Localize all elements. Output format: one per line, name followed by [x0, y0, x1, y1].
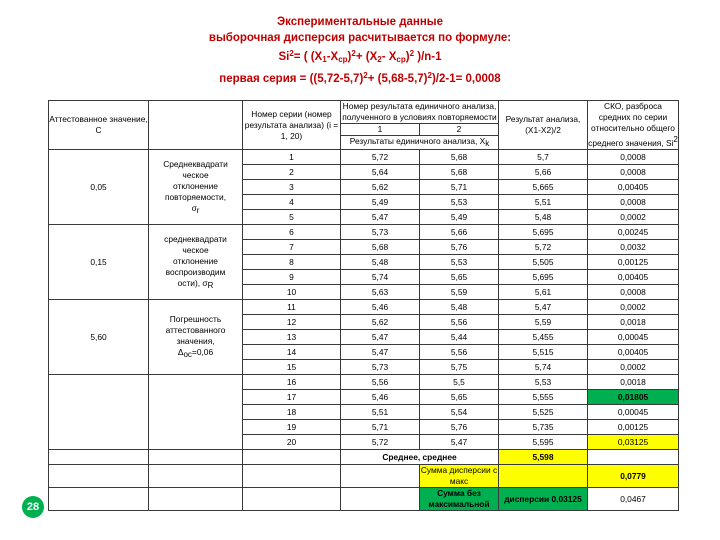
row-index: 3 [243, 180, 341, 195]
sum-without-max-value: 0,0467 [588, 488, 679, 511]
x2: 5,48 [420, 300, 499, 315]
x1: 5,47 [341, 210, 420, 225]
table-header-row [49, 101, 679, 124]
left-label-1: Среднеквадрати ческое отклонение повторяемости, $\sigma_r$ [149, 150, 243, 225]
sum-with-max-row [49, 465, 679, 488]
variance: 0,0002 [588, 210, 679, 225]
average-label: Среднее, среднее [341, 450, 499, 465]
variance: 0,0032 [588, 240, 679, 255]
avg-blank-4 [588, 450, 679, 465]
result: 5,525 [499, 405, 588, 420]
x1: 5,72 [341, 150, 420, 165]
slide-title [120, 14, 600, 87]
sum-with-max-label: Сумма дисперсии с макс [420, 465, 498, 486]
sum-blank-3 [243, 465, 341, 488]
variance: 0,00405 [588, 270, 679, 285]
x2: 5,75 [420, 360, 499, 375]
result: 5,555 [499, 390, 588, 405]
sum-without-max-row [49, 488, 679, 511]
x2: 5,47 [420, 435, 499, 450]
x2: 5,76 [420, 240, 499, 255]
result: 5,695 [499, 225, 588, 240]
variance: 0,0008 [588, 165, 679, 180]
result: 5,66 [499, 165, 588, 180]
header-analysis-result: Результат анализа, (X1-X2)/2 [499, 101, 588, 150]
header-sko: СКО, разброса средних по серии относительно общего среднего значения, Si$^2$ [588, 101, 678, 148]
title-formula: $Si^2=$ ( $(X_1-X_{ср})^2+ (X_2-$ $X_{ср})^2$ )/n-1 [278, 49, 442, 64]
x2: 5,56 [420, 315, 499, 330]
x2: 5,68 [420, 165, 499, 180]
sum-blank-1 [49, 465, 149, 488]
variance: 0,0018 [588, 315, 679, 330]
title-line-2: выборочная дисперсия расчитывается по формуле: [208, 32, 512, 44]
row-index: 15 [243, 360, 341, 375]
result: 5,515 [499, 345, 588, 360]
row-index: 7 [243, 240, 341, 255]
header-series-number: Номер серии (номер результата анализа) (i = 1, 20) [243, 101, 341, 150]
x1: 5,63 [341, 285, 420, 300]
sum-with-max-value: 0,0779 [588, 465, 679, 488]
result: 5,7 [499, 150, 588, 165]
left-label-3: Погрешность аттестованного значения, $\Delta_{ос}=0,06$ [149, 300, 243, 375]
row-index: 5 [243, 210, 341, 225]
result: 5,51 [499, 195, 588, 210]
page-number: 28 [22, 496, 44, 518]
row-index: 19 [243, 420, 341, 435]
x2: 5,76 [420, 420, 499, 435]
sum2-blank-1 [49, 488, 149, 511]
variance: 0,00405 [588, 345, 679, 360]
result: 5,595 [499, 435, 588, 450]
x2: 5,54 [420, 405, 499, 420]
result: 5,47 [499, 300, 588, 315]
variance: 0,0002 [588, 300, 679, 315]
result: 5,61 [499, 285, 588, 300]
table-row [49, 375, 679, 390]
sum-with-max-label-2 [499, 465, 588, 488]
sum-blank-2 [149, 465, 243, 488]
cert-value-empty [49, 375, 149, 450]
sum2-blank-2 [149, 488, 243, 511]
variance: 0,00125 [588, 255, 679, 270]
row-index: 12 [243, 315, 341, 330]
x1: 5,62 [341, 315, 420, 330]
x1: 5,71 [341, 420, 420, 435]
variance: 0,00405 [588, 180, 679, 195]
average-value: 5,598 [499, 450, 588, 465]
x1: 5,73 [341, 360, 420, 375]
row-index: 17 [243, 390, 341, 405]
header-sub-1: 1 [341, 124, 420, 136]
variance: 0,00045 [588, 330, 679, 345]
result: 5,665 [499, 180, 588, 195]
header-results-span: Результаты единичного анализа, $X_k$ [341, 136, 499, 150]
variance-highlight: 0,03125 [588, 435, 679, 450]
experimental-data-table [48, 100, 679, 511]
x1: 5,48 [341, 255, 420, 270]
x2: 5,66 [420, 225, 499, 240]
variance: 0,00245 [588, 225, 679, 240]
result: 5,48 [499, 210, 588, 225]
table-row [49, 225, 679, 240]
title-example: первая серия = $((5,72-5,7)^2+ (5,68-5,7)^2)/2-1= 0,0008$ [219, 71, 501, 85]
cert-value-2: 0,15 [49, 225, 149, 300]
row-index: 11 [243, 300, 341, 315]
x1: 5,74 [341, 270, 420, 285]
x1: 5,46 [341, 300, 420, 315]
x2: 5,59 [420, 285, 499, 300]
x2: 5,68 [420, 150, 499, 165]
variance: 0,00045 [588, 405, 679, 420]
header-single-analysis: Номер результата единичного анализа, полученного в условиях повторяемости [342, 101, 497, 122]
sum-without-max-label: Сумма без максимальной [420, 488, 499, 511]
table-row [49, 150, 679, 165]
variance: 0,0008 [588, 195, 679, 210]
x1: 5,47 [341, 330, 420, 345]
sum-without-max-label-2: дисперсии 0,03125 [499, 488, 588, 511]
x2: 5,53 [420, 255, 499, 270]
row-index: 9 [243, 270, 341, 285]
header-cert-value: Аттестованное значение, С [49, 101, 149, 150]
row-index: 2 [243, 165, 341, 180]
x1: 5,68 [341, 240, 420, 255]
x2: 5,44 [420, 330, 499, 345]
avg-blank-3 [243, 450, 341, 465]
variance: 0,0008 [588, 150, 679, 165]
x1: 5,73 [341, 225, 420, 240]
sum2-blank-4 [341, 488, 420, 511]
variance: 0,00125 [588, 420, 679, 435]
x1: 5,47 [341, 345, 420, 360]
result: 5,455 [499, 330, 588, 345]
result: 5,695 [499, 270, 588, 285]
result: 5,735 [499, 420, 588, 435]
avg-blank-2 [149, 450, 243, 465]
row-index: 20 [243, 435, 341, 450]
x2: 5,71 [420, 180, 499, 195]
x1: 5,64 [341, 165, 420, 180]
title-line-1: Экспериментальные данные [276, 16, 444, 28]
row-index: 10 [243, 285, 341, 300]
sum-blank-4 [341, 465, 420, 488]
row-index: 6 [243, 225, 341, 240]
table-row [49, 300, 679, 315]
result: 5,74 [499, 360, 588, 375]
x1: 5,46 [341, 390, 420, 405]
x1: 5,72 [341, 435, 420, 450]
cert-value-3: 5,60 [49, 300, 149, 375]
variance: 0,0018 [588, 375, 679, 390]
x2: 5,65 [420, 270, 499, 285]
result: 5,505 [499, 255, 588, 270]
row-index: 16 [243, 375, 341, 390]
header-blank [149, 101, 243, 150]
row-index: 13 [243, 330, 341, 345]
x1: 5,56 [341, 375, 420, 390]
x1: 5,62 [341, 180, 420, 195]
result: 5,53 [499, 375, 588, 390]
x1: 5,51 [341, 405, 420, 420]
x2: 5,53 [420, 195, 499, 210]
row-index: 18 [243, 405, 341, 420]
left-label-empty [149, 375, 243, 450]
header-sub-2: 2 [420, 124, 499, 136]
row-index: 8 [243, 255, 341, 270]
variance-highlight: 0,01805 [588, 390, 679, 405]
sum2-blank-3 [243, 488, 341, 511]
x1: 5,49 [341, 195, 420, 210]
row-index: 1 [243, 150, 341, 165]
row-index: 14 [243, 345, 341, 360]
result: 5,72 [499, 240, 588, 255]
variance: 0,0002 [588, 360, 679, 375]
variance: 0,0008 [588, 285, 679, 300]
result: 5,59 [499, 315, 588, 330]
cert-value-1: 0,05 [49, 150, 149, 225]
row-index: 4 [243, 195, 341, 210]
average-row [49, 450, 679, 465]
x2: 5,65 [420, 390, 499, 405]
x2: 5,5 [420, 375, 499, 390]
x2: 5,49 [420, 210, 499, 225]
avg-blank-1 [49, 450, 149, 465]
x2: 5,56 [420, 345, 499, 360]
left-label-2: среднеквадрати ческое отклонение воспроизводим ости), $\sigma_R$ [149, 225, 243, 300]
